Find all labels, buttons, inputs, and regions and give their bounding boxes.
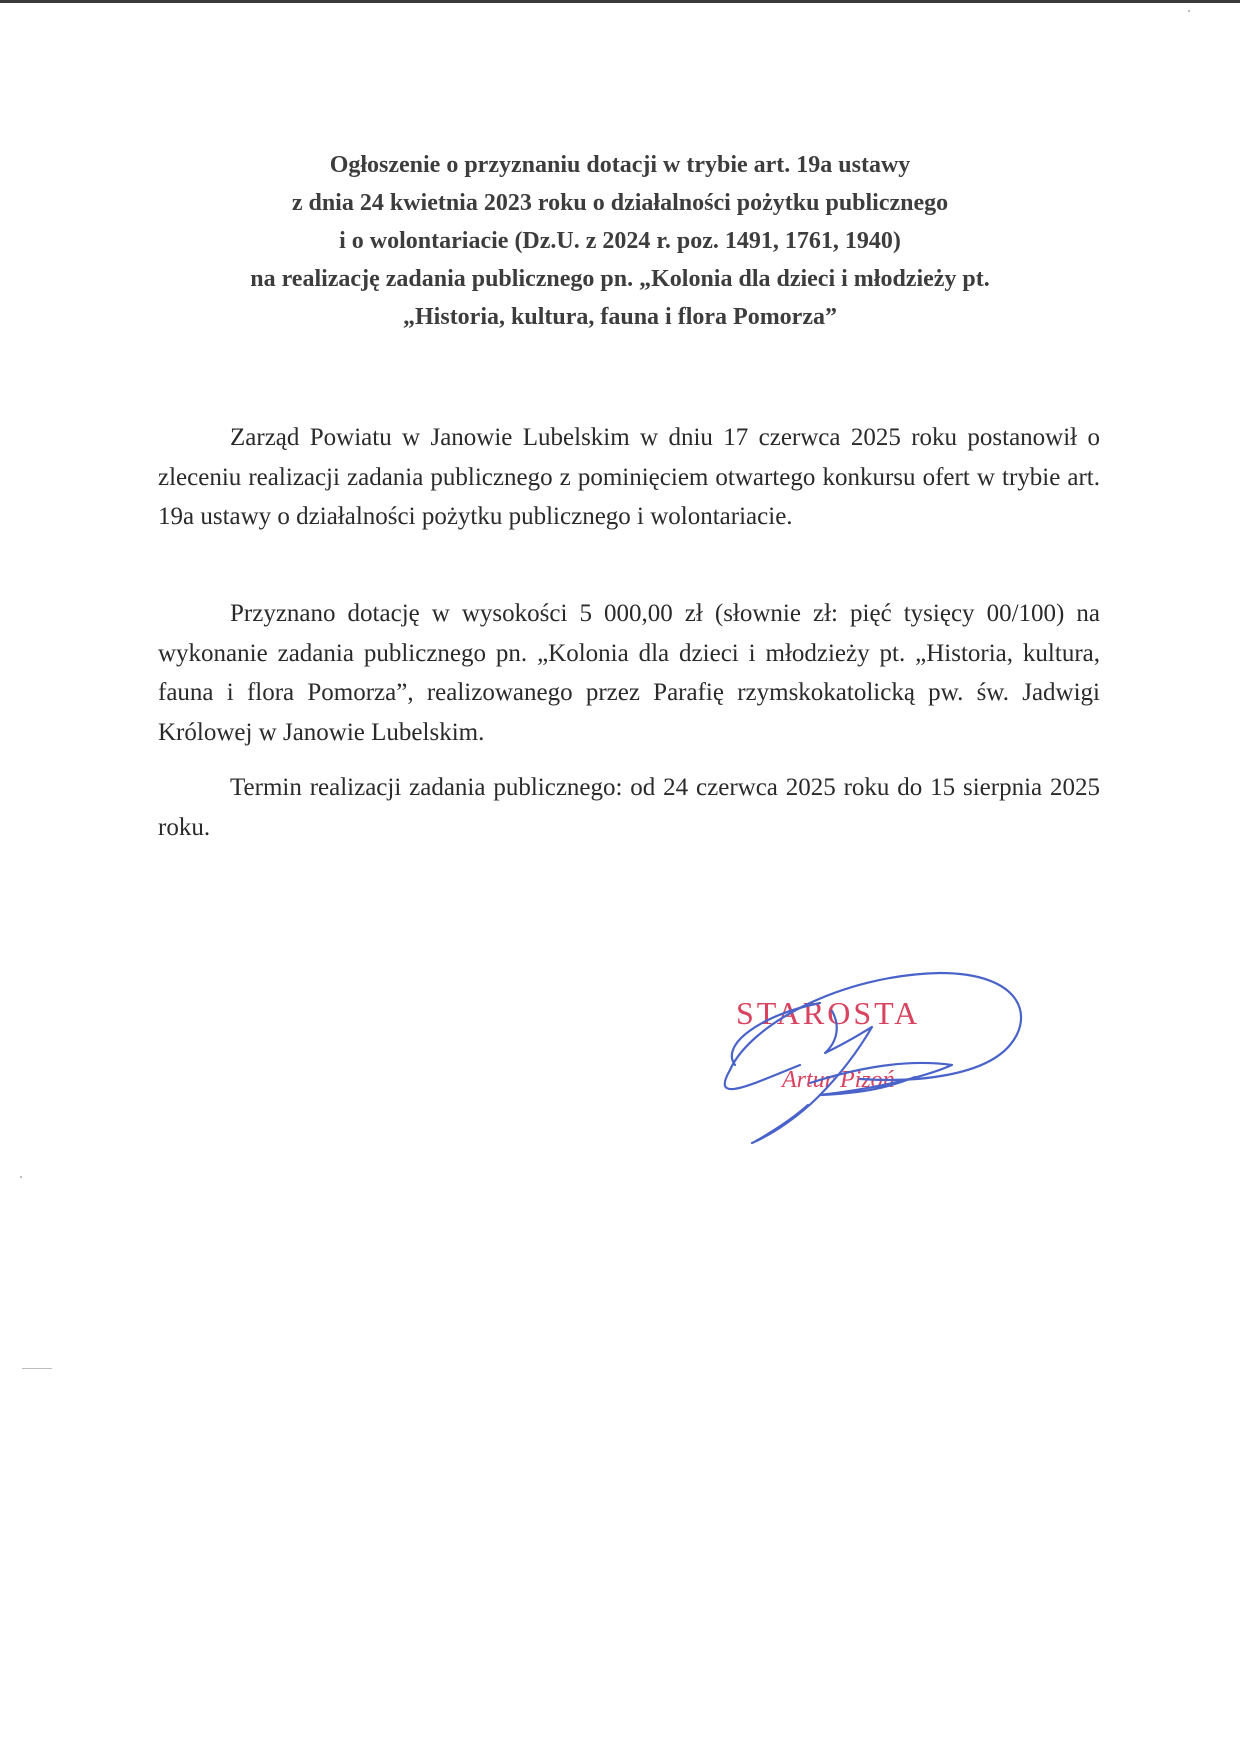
title-line-4: na realizację zadania publicznego pn. „Kolonia dla dzieci i młodzieży pt. [250, 266, 990, 292]
handwritten-signature [690, 955, 1040, 1155]
paragraph-deadline: Termin realizacji zadania publicznego: od 24 czerwca 2025 roku do 15 sierpnia 2025 roku. [158, 774, 1100, 841]
stamp-title: STAROSTA [736, 995, 921, 1031]
paragraph-grant-amount: Przyznano dotację w wysokości 5 000,00 zł (słownie zł: pięć tysięcy 00/100) na wykonanie zadania publicznego pn. „Kolonia dla dzieci i młodzieży pt. „Historia, kultura, fauna i flora Pomorza”, realizowanego przez Parafię rzymskokatolicką pw. św. Jadwigi Królowej w Janowie Lubelskim. [158, 600, 1100, 746]
title-line-5: „Historia, kultura, fauna i flora Pomorza” [403, 304, 837, 330]
official-stamp [690, 955, 1040, 1155]
title-line-3: i o wolontariacie (Dz.U. z 2024 r. poz. 1491, 1761, 1940) [339, 228, 901, 254]
scan-speck [20, 1176, 22, 1178]
paragraph-decision: Zarząd Powiatu w Janowie Lubelskim w dniu 17 czerwca 2025 roku postanowił o zleceniu realizacji zadania publicznego z pominięciem otwartego konkursu ofert w trybie art. 19a ustawy o działalności pożytku publicznego i wolontariacie. [158, 424, 1100, 530]
title-line-1: Ogłoszenie o przyznaniu dotacji w trybie art. 19a ustawy [329, 152, 911, 178]
scan-speck [1188, 10, 1190, 12]
scan-speck [22, 1368, 52, 1369]
title-line-2: z dnia 24 kwietnia 2023 roku o działalności pożytku publicznego [291, 190, 949, 216]
scan-top-edge [0, 0, 1240, 3]
announcement-title [130, 146, 1110, 336]
stamp-name: Artur Pizoń [782, 1067, 895, 1093]
